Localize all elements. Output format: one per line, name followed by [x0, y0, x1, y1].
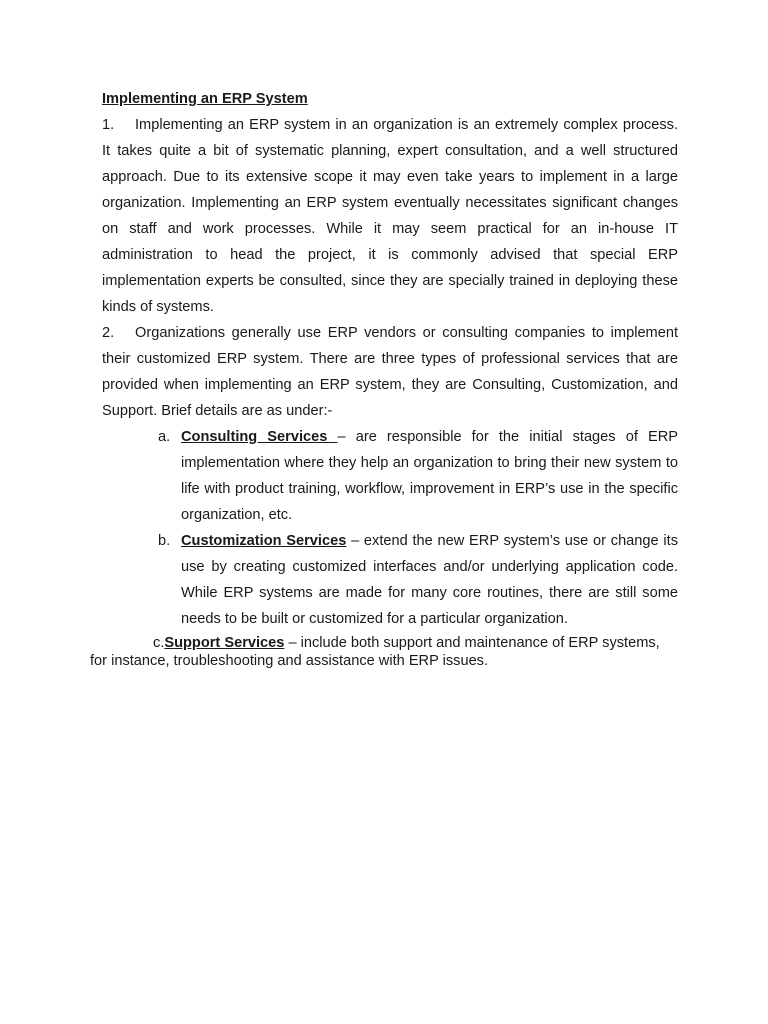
paragraph-1-text: Implementing an ERP system in an organization is an extremely complex process. It takes quite a bit of systematic planning, expert consultation, and a well structured approach. Due to its extensive scope it may even take years to implement in a large organization. Implementing an ERP system eventually necessitates significant changes on staff and work processes. While it may seem practical for an in-house IT administration to head the project, it is commonly advised that special ERP implementation experts be consulted, since they are specially trained in deploying these kinds of systems.	[102, 117, 678, 315]
paragraph-2-text: Organizations generally use ERP vendors or consulting companies to implement their customized ERP system. There are three types of professional services that are provided when implementing an ERP system, they are Consulting, Customization, and Support. Brief details are as under:-	[102, 325, 678, 419]
paragraph-2-number: 2.	[102, 325, 115, 341]
service-term-consulting: Consulting Services	[181, 429, 338, 445]
service-term-customization: Customization Services	[181, 533, 347, 549]
service-item-letter: c.	[153, 635, 165, 651]
service-term-support: Support Services	[164, 635, 285, 651]
service-item-consulting	[158, 424, 678, 528]
paragraph-2	[102, 320, 678, 424]
document-title: Implementing an ERP System	[102, 91, 308, 107]
service-item-support	[90, 634, 680, 670]
service-item-customization	[158, 528, 678, 632]
paragraph-1	[102, 112, 678, 320]
service-description-support: – include both support and maintenance of ERP systems, for instance, troubleshooting and assistance with ERP issues.	[90, 635, 660, 669]
service-item-letter: a.	[158, 429, 171, 445]
service-description-customization: – extend the new ERP system’s use or change its use by creating customized interfaces and/or underlying application code. While ERP systems are made for many core routines, there are still some needs to be built or customized for a particular organization.	[181, 533, 678, 627]
service-item-letter: b.	[158, 533, 171, 549]
service-description-consulting: – are responsible for the initial stages of ERP implementation where they help an organization to bring their new system to life with product training, workflow, improvement in ERP’s use in the specific organization, etc.	[181, 429, 678, 523]
paragraph-1-number: 1.	[102, 117, 115, 133]
